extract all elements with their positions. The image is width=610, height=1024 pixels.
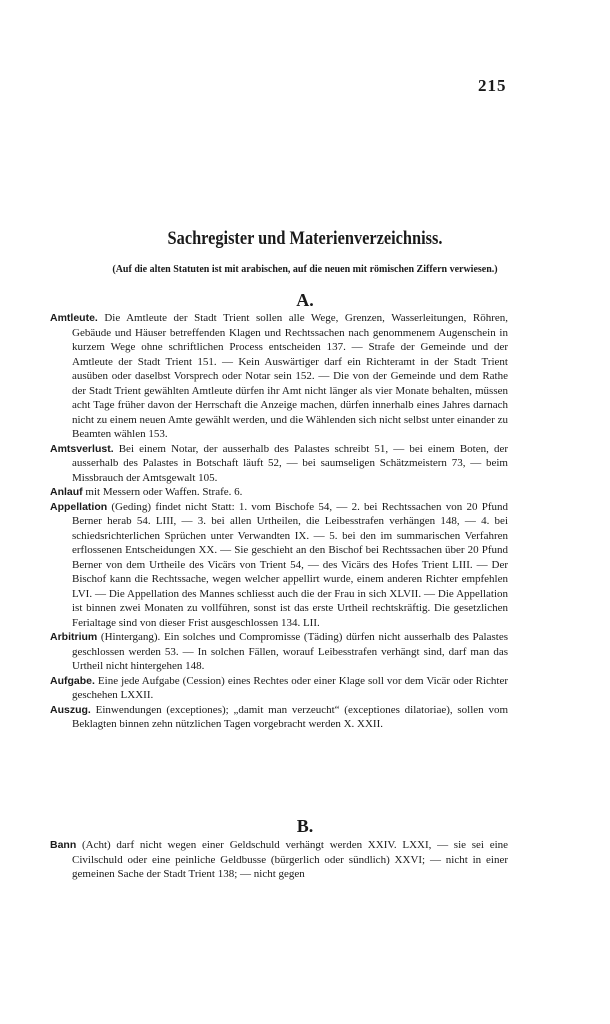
entry-text: mit Messern oder Waffen. Strafe. 6. [85, 486, 243, 498]
entry-text: (Acht) darf nicht wegen einer Geldschuld verhängt werden XXIV. LXXI, — sie sei eine Civilschuld oder eine peinliche Geldbusse (bürgerlich oder sündlich) XXVI; — nicht in einer gemeinen Sache der Stadt Trient 138; — nicht gegen [72, 839, 509, 880]
entry-text: Einwendungen (exceptiones); „damit man verzeucht“ (exceptiones dilatoriae), sollen vom Beklagten binnen zehn nützlichen Tagen vorgebracht werden X. XXII. [72, 703, 509, 730]
entry-term: Amtsverlust. [50, 442, 114, 455]
page-number: 215 [478, 76, 507, 95]
section-b-entries [50, 838, 508, 882]
index-entry [50, 703, 508, 732]
index-entry [50, 838, 508, 882]
section-letter-b: B. [296, 816, 314, 836]
index-subtitle: (Auf die alten Statuten ist mit arabischen, auf die neuen mit römischen Ziffern verwiesen.) [112, 264, 498, 275]
entry-text: Eine jede Aufgabe (Cession) eines Rechtes oder einer Klage soll vor dem Vicär oder Richter geschehen LXXII. [72, 674, 509, 701]
entry-term: Aufgabe. [50, 674, 95, 687]
entry-term: Arbitrium [50, 631, 98, 643]
entry-term: Appellation [50, 500, 108, 513]
entry-text: Die Amtleute der Stadt Trient sollen alle Wege, Grenzen, Wasserleitungen, Röhren, Gebäude und Häuser betreffenden Klagen und Rechtssachen nach genommenem Augenschein in kurzem Wege ohne schriftlichen Process entscheiden 137. — Strafe der Gemeinde und der Amtleute der Stadt Trient 151. — Kein Auswärtiger darf ein Richteramt in der Stadt Trient ausüben oder daselbst Vorsprech oder Notar sein 152. — Die von der Gemeinde und dem Rathe der Stadt Trient gewählten Amtleute dürfen ihr Amt nicht länger als vier Monate behalten, müssen acht Tage früher davon der Herrschaft die Anzeige machen, dürfen innerhalb eines Jahres darnach nicht zu einem neuen Amte gewählt werden, und die Wählenden sich nicht selbst unter einander zu Beamten wählen 153. [72, 312, 508, 440]
entry-text: (Hintergang). Ein solches und Compromisse (Täding) dürfen nicht ausserhalb des Palastes geschlossen werden 53. — In solchen Fällen, worauf Leibesstrafen verhängt sind, darf man das Urtheil nicht hintergehen 148. [72, 631, 508, 672]
entry-term: Amtleute. [50, 312, 98, 324]
entry-term: Auszug. [50, 703, 91, 716]
entry-term: Anlauf [50, 486, 83, 498]
index-entry [50, 442, 508, 486]
index-entry [50, 674, 508, 703]
section-a-entries [50, 311, 508, 732]
index-entry [50, 500, 508, 631]
entry-term: Bann [50, 839, 77, 851]
section-letter-a: A. [296, 290, 314, 310]
index-entry [50, 630, 508, 674]
entry-text: (Geding) findet nicht Statt: 1. vom Bischofe 54, — 2. bei Rechtssachen von 20 Pfund Berner herab 54. LIII, — 3. bei allen Urtheilen, die Leibesstrafen verhängen 148, — 4. bei schiedsrichterlichen Sprüchen unter Verwandten IX. — 5. bei den im summarischen Verfahren erflossenen Entscheidungen XX. — Sie geschieht an den Bischof bei Rechtssachen über 20 Pfund Berner von dem Urtheile des Vicärs von Trient 54, — des Vicärs des Hofes Trient LIII. — Der Bischof kann die Rechtssache, wegen welcher appellirt wurde, einem anderen Richter empfehlen LVI. — Die Appellation des Mannes schliesst auch die der Frau in sich XLVII. — Die Appellation ist binnen zwei Monaten zu vollführen, sonst ist das erste Urtheil rechtskräftig. Die gesetzlichen Ferialtage sind von dieser Frist ausgeschlossen 134. LII. [72, 500, 508, 629]
entry-text: Bei einem Notar, der ausserhalb des Palastes schreibt 51, — bei einem Boten, der ausserhalb des Palastes in Botschaft läuft 52, — bei saumseligen Schätzmeistern 73, — beim Missbrauch der Amtsgewalt 105. [72, 442, 509, 484]
page-title: Sachregister und Materienverzeichniss. [167, 228, 443, 249]
index-entry [50, 311, 508, 442]
index-entry [50, 485, 508, 500]
